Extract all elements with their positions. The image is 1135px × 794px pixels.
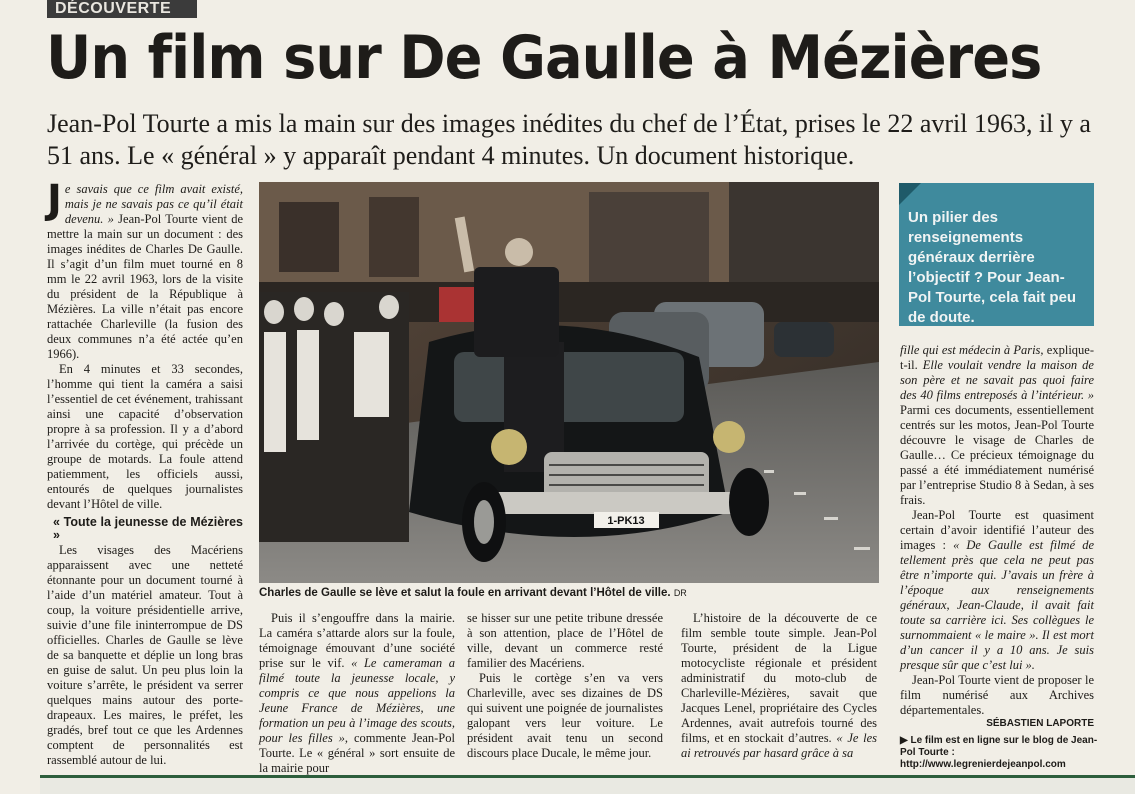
intro-text: Jean-Pol Tourte vient de mettre la main sur un document : des images inédites de Charles De Gaulle. Il s’agit d’un film muet tourné en 8 mm le 22 avril 1963, lors de la visite du président de la République à Mézières. La ville n’était pas encore rattachée Charleville (la fusion des deux communes n’a été actée qu’en 1966). (47, 212, 243, 361)
column-3 (467, 611, 663, 761)
headline: Un film sur De Gaulle à Mézières (46, 23, 1042, 93)
arrow-icon: ▶ (900, 735, 911, 746)
photo-credit: DR (673, 588, 687, 598)
photo-caption: Charles de Gaulle se lève et salut la foule en arrivant devant l’Hôtel de ville. DR (259, 587, 687, 599)
column-1 (47, 177, 243, 768)
drop-cap: J (47, 177, 62, 223)
paragraph: Jean-Pol Tourte vient de proposer le film numérisé aux Archives départementales. (900, 673, 1094, 717)
column-2: Puis il s’engouffre dans la mairie. La caméra s’attarde alors sur la foule, témoignage émouvant d’une société prise sur le vif. « Le cameraman a filmé toute la jeunesse locale, y compris ce que nous appelions la Jeune France de Mézières, une formation un peu à l’image des scouts, pour les filles », commente Jean-Pol Tourte. Le « général » sort ensuite de la mairie pour (259, 611, 455, 775)
page-bottom-rule (40, 775, 1135, 794)
author-signature: SÉBASTIEN LAPORTE (986, 718, 1094, 729)
lead-paragraph: Jean-Pol Tourte a mis la main sur des images inédites du chef de l’État, prises le 22 avril 1963, il y a 51 ans. Le « général » y apparaît pendant 4 minutes. Un document historique. (47, 109, 1091, 170)
paragraph: Puis le cortège s’en va vers Charleville, avec ses dizaines de DS qui suivent une poignée de journalistes galopant vers leur voiture. Le président avait tenu un second discours place Ducale, le même jour. (467, 671, 663, 760)
column-5: fille qui est médecin à Paris, explique-t-il. Elle voulait vendre la maison de son père et ne savait pas quoi faire des 40 films entreposés à l’intérieur. » Parmi ces documents, essentiellement centrés sur les motos, Jean-Pol Tourte découvre le visage de Charles de Gaulle… Ce précieux témoignage du passé a été immédiatement numérisé par l’entreprise Studio 8 à Sedan, à ses frais. Jean-Pol Tourte est quasiment certain d’avoir identifié l’auteur des images : « De Gaulle est filmé de tellement près que cela ne peut pas être n’importe qui. J’avais un frère à l’époque aux renseignements généraux, Jean-Claude, il avait fait toute sa carrière ici. Ses collègues le surnommaient « le maire ». Il est mort d’un cancer il y a 10 ans. Je suis presque sûr que c’est lui ». Jean-Pol Tourte vient de proposer le film numérisé aux Archives départementales. (900, 343, 1094, 717)
column-4: L’histoire de la découverte de ce film semble toute simple. Jean-Pol Tourte, président de la Ligue motocycliste régionale et président administratif du moto-club de Charleville-Mézières, savait que Jacques Lenel, propriétaire des Cycles Ardennes, avait autrefois tourné des films, et en stockait d’autres. « Je les ai retrouvés par hasard grâce à sa (681, 611, 878, 760)
license-plate: 1-PK13 (607, 515, 645, 527)
news-photo (259, 182, 879, 583)
paragraph: En 4 minutes et 33 secondes, l’homme qui tient la caméra a saisi l’essentiel de cet événement, trahissant ainsi une capacité d’observation propre à sa profession. Il y a d’abord l’arrivée du cortège, qui précède un groupe de motards. La foule attend patiemment, les officiels aussi, entourés de quelques journalistes devant l’Hôtel de ville. (47, 362, 243, 511)
blog-link[interactable]: ▶ Le film est en ligne sur le blog de Jean-Pol Tourte : http://www.legrenierdejeanpol.com (900, 735, 1098, 770)
paragraph: se hisser sur une petite tribune dressée à son attention, place de l’Hôtel de ville, devant un commerce resté familier des Macériens. (467, 611, 663, 670)
section-kicker: DÉCOUVERTE (47, 0, 197, 18)
opening-quote: e savais que ce film avait existé, mais je ne savais pas ce qu’il était devenu. » (64, 182, 243, 226)
motorcade-illustration (259, 182, 879, 583)
paragraph: Les visages des Macériens apparaissent avec une netteté étonnante pour un document tourné à l’aide d’un matériel amateur. Tout à coup, la voiture présidentielle arrive, suivie d’une file ininterrompue de DS officielles. Charles de Gaulle se lève de sa banquette et déplie un long bras en guise de salut. Un peu plus loin la voiture s’arrête, le président va serrer quelques mains autour des porte-drapeaux. Les maires, le préfet, les gradés, bref tout ce que les Ardennes comptent de personnalités est rassemblé autour de lui. (47, 543, 243, 767)
subheading: « Toute la jeunesse de Mézières » (53, 515, 243, 542)
highlight-box: Un pilier des renseignements généraux derrière l’objectif ? Pour Jean-Pol Tourte, cela fait peu de doute. (899, 183, 1094, 326)
